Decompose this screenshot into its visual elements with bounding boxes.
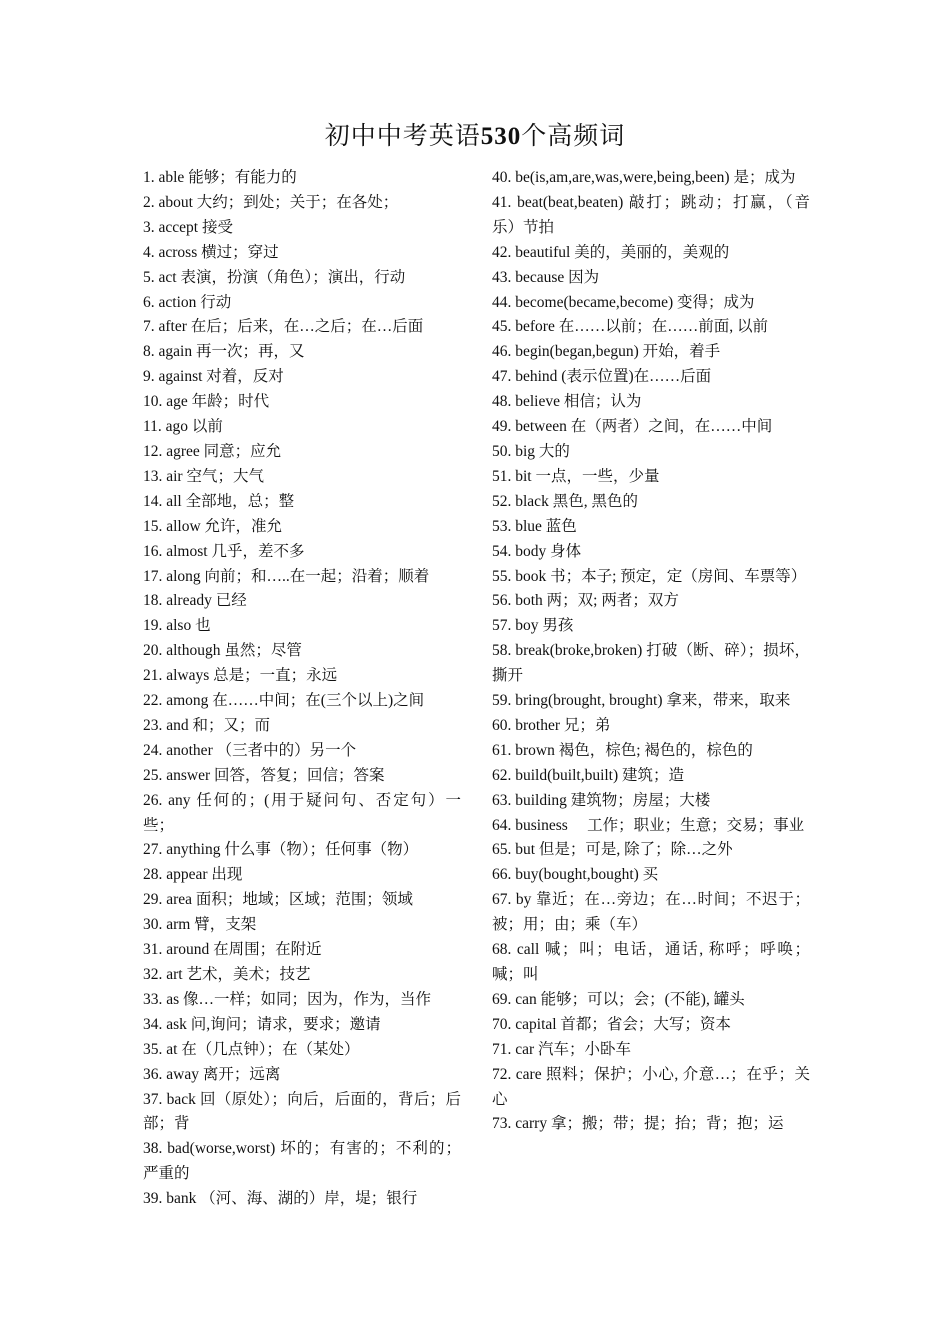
word-entry: 10. age 年龄；时代 bbox=[143, 393, 270, 411]
word-entry: 70. capital 首都；省会；大写；资本 bbox=[492, 1015, 731, 1033]
word-entry: 30. arm 臂，支架 bbox=[143, 916, 257, 934]
word-entry: 11. ago 以前 bbox=[143, 418, 223, 436]
word-entry: 66. buy(bought,bought) 买 bbox=[492, 866, 659, 884]
word-entry: 2. about 大约；到处；关于；在各处； bbox=[143, 193, 399, 211]
word-entry: 57. boy 男孩 bbox=[492, 617, 574, 635]
word-entry: 18. already 已经 bbox=[143, 592, 247, 610]
word-entry: 4. across 横过；穿过 bbox=[143, 243, 279, 261]
word-entry: 6. action 行动 bbox=[143, 293, 232, 311]
word-entry: 9. against 对着，反对 bbox=[143, 368, 284, 386]
word-entry: 73. carry 拿；搬；带；提；抬；背；抱；运 bbox=[492, 1115, 784, 1133]
word-entry: 39. bank （河、海、湖的）岸，堤；银行 bbox=[143, 1190, 418, 1208]
word-entry: 43. because 因为 bbox=[492, 268, 600, 286]
word-entry: 16. almost 几乎，差不多 bbox=[143, 542, 305, 560]
word-entry: 15. allow 允许，准允 bbox=[143, 517, 283, 535]
word-entry: 38. bad(worse,worst) 坏的；有害的；不利的；严重的 bbox=[143, 1140, 461, 1183]
word-entry: 21. always 总是；一直；永远 bbox=[143, 667, 338, 685]
word-entry: 36. away 离开；远离 bbox=[143, 1065, 281, 1083]
word-entry: 13. air 空气；大气 bbox=[143, 467, 264, 485]
word-entry: 47. behind (表示位置)在……后面 bbox=[492, 368, 712, 386]
word-entry: 32. art 艺术，美术；技艺 bbox=[143, 966, 311, 983]
right-column bbox=[492, 166, 810, 1137]
word-entry: 34. ask 问,询问；请求，要求；邀请 bbox=[143, 1015, 381, 1033]
word-entry: 65. but 但是；可是, 除了；除…之外 bbox=[492, 841, 733, 859]
word-entry: 25. answer 回答，答复；回信；答案 bbox=[143, 766, 385, 784]
word-entry: 59. bring(brought, brought) 拿来，带来，取来 bbox=[492, 692, 791, 710]
word-entry: 50. big 大的 bbox=[492, 442, 570, 460]
word-entry: 62. build(built,built) 建筑；造 bbox=[492, 766, 685, 784]
word-entry: 24. another （三者中的）另一个 bbox=[143, 741, 357, 759]
title-suffix: 个高频词 bbox=[521, 123, 626, 150]
word-entry: 1. able 能够；有能力的 bbox=[143, 169, 297, 186]
word-entry: 48. believe 相信；认为 bbox=[492, 393, 642, 411]
title-number: 530 bbox=[480, 123, 522, 150]
word-entry: 44. become(became,become) 变得；成为 bbox=[492, 293, 755, 311]
word-entry: 35. at 在（几点钟）；在（某处） bbox=[143, 1040, 360, 1058]
page-title bbox=[0, 116, 950, 152]
word-entry: 12. agree 同意；应允 bbox=[143, 442, 282, 460]
word-entry: 31. around 在周围；在附近 bbox=[143, 941, 322, 959]
word-entry: 42. beautiful 美的，美丽的，美观的 bbox=[492, 243, 730, 261]
word-entry: 72. care 照料；保护；小心, 介意…；在乎；关心 bbox=[492, 1065, 810, 1108]
word-entry: 56. both 两；双; 两者；双方 bbox=[492, 592, 679, 610]
word-entry: 69. can 能够；可以；会；(不能), 罐头 bbox=[492, 990, 745, 1008]
word-entry: 63. building 建筑物；房屋；大楼 bbox=[492, 791, 711, 809]
word-entry: 51. bit 一点，一些，少量 bbox=[492, 467, 660, 485]
word-entry: 67. by 靠近；在…旁边；在…时间；不迟于；被；用；由；乘（车） bbox=[492, 891, 810, 934]
word-entry: 46. begin(began,begun) 开始，着手 bbox=[492, 343, 721, 361]
word-entry: 60. brother 兄；弟 bbox=[492, 716, 611, 734]
word-entry: 27. anything 什么事（物）；任何事（物） bbox=[143, 841, 419, 859]
word-entry: 58. break(broke,broken) 打破（断、碎）；损坏，撕开 bbox=[492, 642, 810, 685]
word-entry: 53. blue 蓝色 bbox=[492, 517, 577, 535]
word-entry: 68. call 喊；叫；电话，通话, 称呼；呼唤；喊；叫 bbox=[492, 941, 810, 983]
word-entry: 33. as 像…一样；如同；因为，作为，当作 bbox=[143, 990, 432, 1008]
word-entry: 3. accept 接受 bbox=[143, 218, 233, 236]
title-prefix: 初中中考英语 bbox=[324, 123, 481, 150]
word-entry: 19. also 也 bbox=[143, 617, 211, 635]
left-column bbox=[143, 166, 461, 1212]
word-entry: 52. black 黑色, 黑色的 bbox=[492, 492, 638, 510]
word-entry: 40. be(is,am,are,was,were,being,been) 是；成为 bbox=[492, 169, 796, 186]
word-entry: 29. area 面积；地域；区域；范围；领域 bbox=[143, 891, 413, 909]
word-entry: 22. among 在……中间；在(三个以上)之间 bbox=[143, 692, 425, 710]
word-entry: 37. back 回（原处）；向后，后面的，背后；后部；背 bbox=[143, 1090, 461, 1133]
word-entry: 28. appear 出现 bbox=[143, 866, 243, 884]
word-entry: 64. business 工作；职业；生意；交易；事业 bbox=[492, 816, 805, 834]
word-entry: 45. before 在……以前；在……前面, 以前 bbox=[492, 318, 768, 336]
word-entry: 49. between 在（两者）之间，在……中间 bbox=[492, 418, 773, 436]
word-entry: 54. body 身体 bbox=[492, 542, 582, 560]
word-entry: 7. after 在后；后来，在…之后；在…后面 bbox=[143, 318, 424, 336]
word-entry: 17. along 向前；和…..在一起；沿着；顺着 bbox=[143, 567, 430, 585]
word-entry: 20. although 虽然；尽管 bbox=[143, 642, 302, 660]
word-entry: 5. act 表演，扮演（角色）；演出，行动 bbox=[143, 268, 406, 286]
word-entry: 55. book 书；本子; 预定，定（房间、车票等） bbox=[492, 567, 807, 585]
word-entry: 41. beat(beat,beaten) 敲打；跳动；打赢，（音乐）节拍 bbox=[492, 193, 810, 236]
word-entry: 26. any 任何的；(用于疑问句、否定句）一些； bbox=[143, 791, 461, 834]
word-entry: 61. brown 褐色，棕色; 褐色的，棕色的 bbox=[492, 741, 753, 759]
word-entry: 8. again 再一次；再，又 bbox=[143, 343, 305, 361]
word-entry: 23. and 和；又；而 bbox=[143, 716, 271, 734]
word-entry: 71. car 汽车；小卧车 bbox=[492, 1040, 632, 1058]
word-entry: 14. all 全部地，总；整 bbox=[143, 492, 295, 510]
